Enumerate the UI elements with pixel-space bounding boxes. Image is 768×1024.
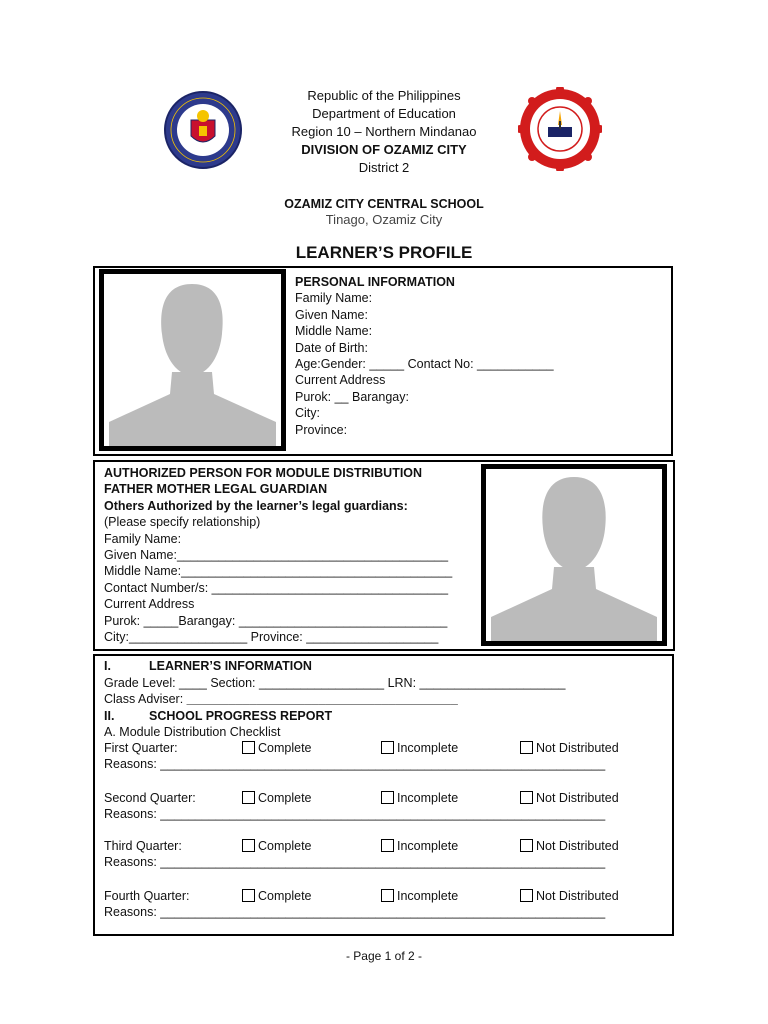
checkbox-incomplete[interactable]	[381, 741, 394, 754]
checkbox-complete[interactable]	[242, 791, 255, 804]
page-title: LEARNER’S PROFILE	[295, 243, 473, 262]
progress-heading-num: II.	[104, 709, 115, 723]
authorized-others: Others Authorized by the learner’s legal guardians:	[104, 498, 408, 513]
not-distributed-label: Not Distributed	[536, 889, 619, 903]
personal-city[interactable]: City:	[295, 406, 320, 421]
not-distributed-label: Not Distributed	[536, 791, 619, 805]
authorized-city-province[interactable]: City:_________________ Province: ___________________	[104, 630, 439, 645]
personal-heading: PERSONAL INFORMATION	[295, 275, 455, 289]
quarter-row-label	[104, 791, 196, 805]
header-region: Region 10 – Northern Mindanao	[291, 124, 477, 139]
option-incomplete[interactable]	[381, 839, 458, 853]
guardian-photo-placeholder	[481, 464, 667, 646]
header-department: Department of Education	[312, 106, 456, 121]
quarter-label: Fourth Quarter:	[104, 889, 190, 903]
personal-province[interactable]: Province:	[295, 422, 348, 437]
personal-family-name[interactable]: Family Name:	[295, 291, 373, 306]
authorized-current-address: Current Address	[104, 597, 195, 612]
quarter-row-label	[104, 839, 182, 853]
authorized-middle-name[interactable]: Middle Name:_______________________________________	[104, 564, 453, 579]
checkbox-not-distributed[interactable]	[520, 791, 533, 804]
incomplete-label: Incomplete	[397, 741, 459, 755]
personal-dob[interactable]: Date of Birth:	[295, 340, 368, 355]
learner-grade-section-lrn[interactable]: Grade Level: ____ Section: __________________ LRN: _____________________	[104, 676, 566, 690]
option-incomplete[interactable]	[381, 741, 458, 755]
checkbox-complete[interactable]	[242, 839, 255, 852]
personal-current-address: Current Address	[295, 373, 386, 388]
school-address: Tinago, Ozamiz City	[325, 212, 443, 227]
reasons-label[interactable]: Reasons: ________________________________________________________________	[104, 807, 606, 821]
authorized-family-name[interactable]: Family Name:	[104, 531, 182, 546]
option-not-distributed[interactable]	[520, 791, 619, 805]
incomplete-label: Incomplete	[397, 889, 459, 903]
option-complete[interactable]	[242, 741, 312, 755]
quarter-label: Second Quarter:	[104, 791, 196, 805]
reasons-label[interactable]: Reasons: ________________________________________________________________	[104, 905, 606, 919]
option-complete[interactable]	[242, 889, 312, 903]
option-complete[interactable]	[242, 839, 312, 853]
authorized-purok-barangay[interactable]: Purok: _____Barangay: ______________________________	[104, 613, 448, 628]
checkbox-incomplete[interactable]	[381, 889, 394, 902]
checkbox-complete[interactable]	[242, 889, 255, 902]
personal-purok-barangay[interactable]: Purok: __ Barangay:	[295, 389, 409, 404]
personal-age-gender-contact[interactable]: Age:Gender: _____ Contact No: ___________	[295, 357, 554, 372]
authorized-contact[interactable]: Contact Number/s: __________________________________	[104, 580, 449, 595]
header-republic: Republic of the Philippines	[307, 88, 461, 103]
checkbox-incomplete[interactable]	[381, 791, 394, 804]
option-incomplete[interactable]	[381, 889, 458, 903]
incomplete-label: Incomplete	[397, 839, 459, 853]
school-name: OZAMIZ CITY CENTRAL SCHOOL	[284, 197, 484, 211]
incomplete-label: Incomplete	[397, 791, 459, 805]
learner-heading: LEARNER’S INFORMATION	[149, 659, 312, 673]
learner-heading-num: I.	[104, 659, 111, 673]
not-distributed-label: Not Distributed	[536, 741, 619, 755]
quarter-label: First Quarter:	[104, 741, 178, 755]
progress-heading: SCHOOL PROGRESS REPORT	[149, 709, 333, 723]
authorized-given-name[interactable]: Given Name:_______________________________________	[104, 548, 449, 563]
checkbox-not-distributed[interactable]	[520, 741, 533, 754]
personal-middle-name[interactable]: Middle Name:	[295, 324, 373, 339]
authorized-options[interactable]: FATHER MOTHER LEGAL GUARDIAN	[104, 482, 328, 497]
complete-label: Complete	[258, 889, 312, 903]
checkbox-complete[interactable]	[242, 741, 255, 754]
option-not-distributed[interactable]	[520, 889, 619, 903]
not-distributed-label: Not Distributed	[536, 839, 619, 853]
complete-label: Complete	[258, 791, 312, 805]
page-footer: - Page 1 of 2 -	[345, 949, 423, 963]
reasons-field[interactable]	[104, 905, 605, 919]
personal-given-name[interactable]: Given Name:	[295, 307, 368, 322]
reasons-label[interactable]: Reasons: ________________________________________________________________	[104, 855, 606, 869]
reasons-field[interactable]	[104, 757, 605, 771]
reasons-field[interactable]	[104, 855, 605, 869]
option-complete[interactable]	[242, 791, 312, 805]
authorized-heading: AUTHORIZED PERSON FOR MODULE DISTRIBUTION	[104, 466, 423, 480]
checkbox-not-distributed[interactable]	[520, 839, 533, 852]
quarter-row-label	[104, 741, 178, 755]
authorized-specify: (Please specify relationship)	[104, 515, 261, 530]
complete-label: Complete	[258, 839, 312, 853]
option-not-distributed[interactable]	[520, 741, 619, 755]
checkbox-incomplete[interactable]	[381, 839, 394, 852]
learner-photo-placeholder	[99, 269, 286, 451]
option-incomplete[interactable]	[381, 791, 458, 805]
class-adviser-label: Class Adviser:	[104, 692, 187, 706]
checkbox-not-distributed[interactable]	[520, 889, 533, 902]
header-division: DIVISION OF OZAMIZ CITY	[301, 142, 467, 157]
quarter-row-label	[104, 889, 189, 903]
class-adviser-blank[interactable]: _______________________________________	[186, 692, 458, 706]
option-not-distributed[interactable]	[520, 839, 619, 853]
complete-label: Complete	[258, 741, 312, 755]
reasons-field[interactable]	[104, 807, 605, 821]
module-checklist-label: A. Module Distribution Checklist	[104, 725, 281, 739]
quarter-label: Third Quarter:	[104, 839, 182, 853]
reasons-label[interactable]: Reasons: ________________________________________________________________	[104, 757, 606, 771]
header-district: District 2	[358, 160, 410, 175]
